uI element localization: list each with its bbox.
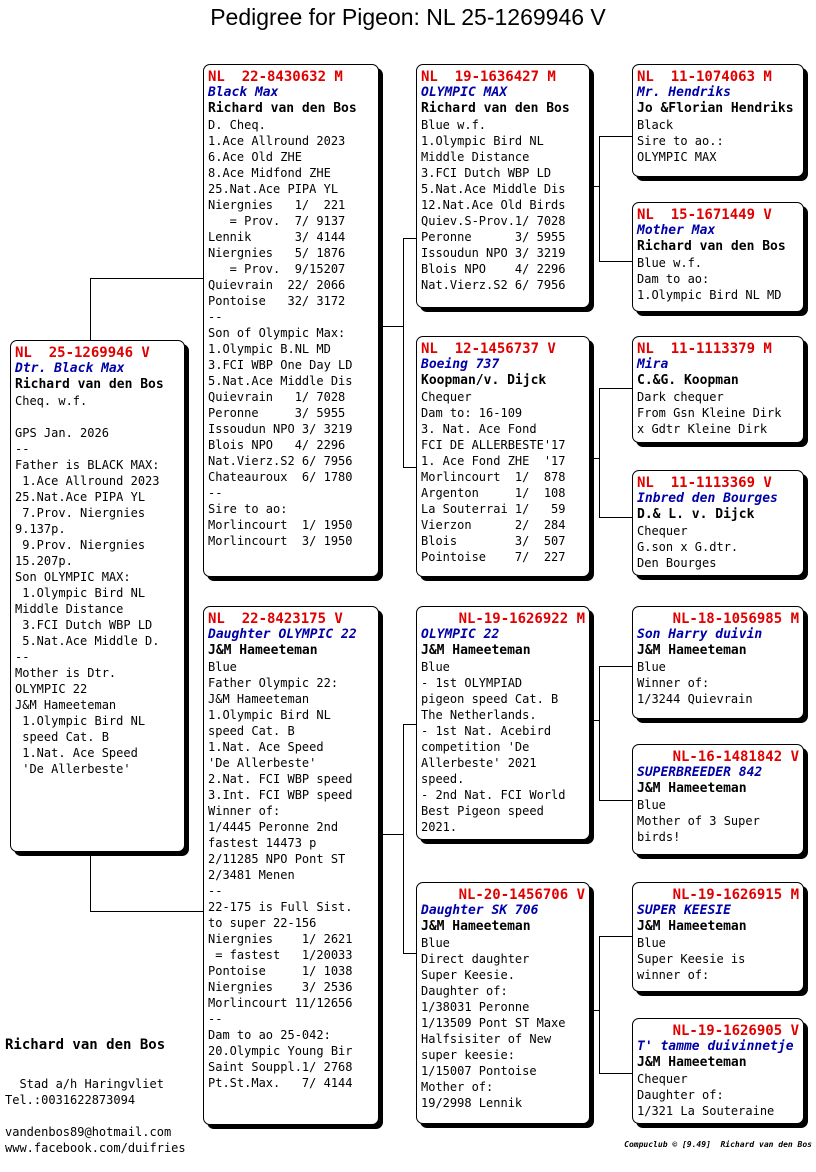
- detail-line: 'De Allerbeste': [208, 756, 317, 770]
- detail-line: Niergnies 1/ 221: [208, 198, 346, 212]
- detail-line: 15.207p.: [15, 554, 73, 568]
- detail-line: J&M Hameeteman: [208, 692, 310, 706]
- detail-line: 3.Int. FCI WBP speed: [208, 788, 353, 802]
- detail-line: Blue: [421, 660, 450, 674]
- detail-line: 1.Ace Allround 2023: [208, 134, 346, 148]
- detail-line: Blue: [637, 936, 666, 950]
- detail-line: 1/4445 Peronne 2nd: [208, 820, 339, 834]
- detail-line: - 2nd Nat. FCI World: [421, 788, 566, 802]
- owner-name: J&M Hameeteman: [637, 781, 747, 796]
- detail-line: --: [208, 310, 223, 324]
- owner-name: C.&G. Koopman: [637, 373, 739, 388]
- connector-line: [599, 936, 633, 937]
- pigeon-card-dam: [203, 606, 379, 1125]
- detail-line: Blue: [637, 798, 666, 812]
- detail-line: Morlincourt 11/12656: [208, 996, 353, 1010]
- detail-line: 19/2998 Lennik: [421, 1096, 523, 1110]
- owner-name: J&M Hameeteman: [637, 919, 747, 934]
- detail-line: Pontoise 1/ 1038: [208, 964, 353, 978]
- detail-line: competition 'De: [421, 740, 530, 754]
- detail-line: 2.Nat. FCI WBP speed: [208, 772, 353, 786]
- pigeon-card-sire: [203, 64, 379, 577]
- pigeon-details: [637, 117, 803, 165]
- connector-line: [380, 326, 404, 327]
- detail-line: Dam to ao 25-042:: [208, 1028, 331, 1042]
- connector-line: [380, 834, 404, 835]
- pigeon-details: [208, 659, 378, 1091]
- detail-line: 'De Allerbeste': [15, 762, 131, 776]
- detail-line: 2021.: [421, 820, 458, 834]
- detail-line: Dam to ao:: [637, 272, 710, 286]
- detail-line: Nat.Vierz.S2 6/ 7956: [421, 278, 566, 292]
- detail-line: Chequer: [421, 390, 472, 404]
- detail-line: x Gdtr Kleine Dirk: [637, 422, 768, 436]
- detail-line: --: [15, 650, 30, 664]
- detail-line: Lennik 3/ 4144: [208, 230, 346, 244]
- owner-name: Richard van den Bos: [208, 101, 357, 116]
- pigeon-card-sire-sire: [416, 64, 590, 308]
- detail-line: 1.Nat. Ace Speed: [208, 740, 324, 754]
- ring-number: NL 25-1269946 V: [15, 345, 150, 361]
- detail-line: Dark chequer: [637, 390, 724, 404]
- connector-line: [90, 852, 91, 912]
- detail-line: Morlincourt 1/ 1950: [208, 518, 353, 532]
- pigeon-name: Daughter SK 706: [421, 903, 539, 918]
- detail-line: Daughter of:: [421, 984, 508, 998]
- pigeon-card-sire-dam-sire: [632, 336, 804, 443]
- connector-line: [599, 666, 600, 801]
- pigeon-details: [15, 393, 184, 777]
- owner-name: J&M Hameeteman: [637, 643, 747, 658]
- detail-line: Middle Distance: [15, 602, 124, 616]
- ring-number: NL 11-1113379 M: [637, 341, 772, 357]
- detail-line: 7.Prov. Niergnies: [15, 506, 146, 520]
- detail-line: 22-175 is Full Sist.: [208, 900, 353, 914]
- ring-number: NL 19-1636427 M: [421, 69, 556, 85]
- detail-line: - 1st Nat. Acebird: [421, 724, 552, 738]
- detail-line: Son OLYMPIC MAX:: [15, 570, 131, 584]
- detail-line: fastest 14473 p: [208, 836, 317, 850]
- detail-line: Vierzon 2/ 284: [421, 518, 566, 532]
- pigeon-name: Son Harry duivin: [637, 627, 763, 642]
- detail-line: 1.Olympic Bird NL MD: [637, 288, 782, 302]
- detail-line: [15, 409, 184, 425]
- detail-line: Morlincourt 3/ 1950: [208, 534, 353, 548]
- detail-line: Super Keesie is: [637, 952, 746, 966]
- pigeon-card-sire-sire-dam: [632, 202, 804, 312]
- detail-line: Peronne 3/ 5955: [421, 230, 566, 244]
- pigeon-name: Mother Max: [637, 223, 716, 238]
- detail-line: Cheq. w.f.: [15, 394, 88, 408]
- connector-line: [599, 666, 633, 667]
- breeder-website: www.facebook.com/duifries: [5, 1141, 186, 1155]
- ring-number: NL 22-8430632 M: [208, 69, 343, 85]
- owner-name: Richard van den Bos: [15, 377, 164, 392]
- detail-line: Quiev.S-Prov.1/ 7028: [421, 214, 566, 228]
- detail-line: Blue w.f.: [637, 256, 703, 270]
- detail-line: Pt.St.Max. 7/ 4144: [208, 1076, 353, 1090]
- owner-name: Jo &Florian Hendriks: [637, 101, 794, 116]
- pigeon-card-dam-dam-sire: [632, 882, 804, 992]
- pigeon-name: T' tamme duivinnetje: [637, 1039, 794, 1054]
- detail-line: Middle Distance: [421, 150, 530, 164]
- detail-line: Blois 3/ 507: [421, 534, 566, 548]
- detail-line: --: [208, 884, 223, 898]
- detail-line: 5.Nat.Ace Middle Dis: [208, 374, 353, 388]
- pigeon-name: Daughter OLYMPIC 22: [208, 627, 357, 642]
- detail-line: From Gsn Kleine Dirk: [637, 406, 782, 420]
- pigeon-name: Inbred den Bourges: [637, 491, 778, 506]
- detail-line: 2/3481 Menen: [208, 868, 295, 882]
- ring-number: NL 22-8423175 V: [208, 611, 343, 627]
- detail-line: OLYMPIC 22: [15, 682, 88, 696]
- detail-line: Saint Souppl.1/ 2768: [208, 1060, 353, 1074]
- detail-line: GPS Jan. 2026: [15, 426, 109, 440]
- detail-line: Daughter of:: [637, 1088, 724, 1102]
- detail-line: --: [208, 1012, 223, 1026]
- breeder-name: Richard van den Bos: [5, 1037, 166, 1053]
- detail-line: La Souterrai 1/ 59: [421, 502, 566, 516]
- detail-line: = fastest 1/20033: [208, 948, 353, 962]
- detail-line: Blois NPO 4/ 2296: [421, 262, 566, 276]
- detail-line: to super 22-156: [208, 916, 317, 930]
- connector-line: [403, 467, 417, 468]
- detail-line: Blois NPO 4/ 2296: [208, 438, 346, 452]
- detail-line: Quievrain 22/ 2066: [208, 278, 346, 292]
- breeder-address: Stad a/h Haringvliet: [5, 1077, 164, 1091]
- pigeon-card-sire-dam-dam: [632, 470, 804, 576]
- pigeon-details: [208, 117, 378, 549]
- detail-line: Sire to ao:: [208, 502, 288, 516]
- detail-line: 1/38031 Peronne: [421, 1000, 530, 1014]
- detail-line: = Prov. 9/15207: [208, 262, 346, 276]
- detail-line: Best Pigeon speed: [421, 804, 544, 818]
- ring-number: NL-19-1626922 M: [458, 611, 585, 627]
- pigeon-details: [421, 659, 589, 835]
- detail-line: Super Keesie.: [421, 968, 515, 982]
- detail-line: 8.Ace Midfond ZHE: [208, 166, 331, 180]
- detail-line: Black: [637, 118, 674, 132]
- pigeon-details: [637, 935, 803, 983]
- detail-line: 1.Ace Allround 2023: [15, 474, 160, 488]
- ring-number: NL-18-1056985 M: [672, 611, 799, 627]
- pigeon-name: Black Max: [208, 85, 279, 100]
- detail-line: G.son x G.dtr.: [637, 540, 739, 554]
- pigeon-details: [421, 935, 589, 1111]
- detail-line: Sire to ao.:: [637, 134, 724, 148]
- detail-line: 1. Ace Fond ZHE '17: [421, 454, 566, 468]
- ring-number: NL-19-1626905 V: [672, 1023, 799, 1039]
- connector-line: [599, 517, 633, 518]
- detail-line: Morlincourt 1/ 878: [421, 470, 566, 484]
- detail-line: 1.Olympic Bird NL: [421, 134, 544, 148]
- connector-line: [403, 953, 417, 954]
- connector-line: [599, 261, 633, 262]
- detail-line: Niergnies 5/ 1876: [208, 246, 346, 260]
- detail-line: 2/11285 NPO Pont ST: [208, 852, 346, 866]
- connector-line: [403, 724, 404, 954]
- connector-line: [599, 388, 600, 518]
- detail-line: J&M Hameeteman: [15, 698, 117, 712]
- owner-name: J&M Hameeteman: [637, 1055, 747, 1070]
- ring-number: NL-20-1456706 V: [458, 887, 585, 903]
- detail-line: 1.Nat. Ace Speed: [15, 746, 138, 760]
- ring-number: NL 11-1074063 M: [637, 69, 772, 85]
- detail-line: 9.137p.: [15, 522, 66, 536]
- pigeon-card-dam-sire-dam: [632, 744, 804, 855]
- detail-line: Den Bourges: [637, 556, 717, 570]
- breeder-phone: Tel.:0031622873094: [5, 1093, 136, 1107]
- detail-line: Quievrain 1/ 7028: [208, 390, 346, 404]
- detail-line: Blue: [421, 936, 450, 950]
- detail-line: 1.Olympic Bird NL: [15, 586, 146, 600]
- detail-line: Peronne 3/ 5955: [208, 406, 346, 420]
- detail-line: Winner of:: [208, 804, 281, 818]
- pigeon-card-dam-sire: [416, 606, 590, 840]
- pigeon-details: [637, 255, 803, 303]
- detail-line: Father Olympic 22:: [208, 676, 339, 690]
- detail-line: winner of:: [637, 968, 710, 982]
- software-credit: Compuclub © [9.49] Richard van den Bos: [624, 1140, 812, 1149]
- connector-line: [599, 136, 600, 262]
- detail-line: OLYMPIC MAX: [637, 150, 717, 164]
- detail-line: 25.Nat.Ace PIPA YL: [15, 490, 146, 504]
- detail-line: Halfsisiter of New: [421, 1032, 552, 1046]
- detail-line: Mother is Dtr.: [15, 666, 117, 680]
- pigeon-name: Dtr. Black Max: [15, 361, 125, 376]
- owner-name: Koopman/v. Dijck: [421, 373, 547, 388]
- pigeon-details: [637, 389, 803, 437]
- owner-name: J&M Hameeteman: [421, 919, 531, 934]
- detail-line: D. Cheq.: [208, 118, 266, 132]
- pigeon-details: [421, 117, 589, 293]
- pigeon-card-dam-dam-dam: [632, 1018, 804, 1124]
- detail-line: 25.Nat.Ace PIPA YL: [208, 182, 339, 196]
- owner-name: Richard van den Bos: [637, 239, 786, 254]
- detail-line: Chateauroux 6/ 1780: [208, 470, 353, 484]
- detail-line: Issoudun NPO 3/ 3219: [421, 246, 566, 260]
- detail-line: Argenton 1/ 108: [421, 486, 566, 500]
- connector-line: [403, 238, 417, 239]
- connector-line: [599, 936, 600, 1074]
- detail-line: Blue w.f.: [421, 118, 487, 132]
- detail-line: speed Cat. B: [15, 730, 109, 744]
- detail-line: Mother of:: [421, 1080, 494, 1094]
- connector-line: [599, 800, 633, 801]
- pigeon-details: [421, 389, 589, 565]
- detail-line: Issoudun NPO 3/ 3219: [208, 422, 353, 436]
- detail-line: Blue: [637, 660, 666, 674]
- detail-line: Niergnies 3/ 2536: [208, 980, 353, 994]
- detail-line: 3.FCI WBP One Day LD: [208, 358, 353, 372]
- owner-name: J&M Hameeteman: [421, 643, 531, 658]
- detail-line: 1.Olympic Bird NL: [208, 708, 331, 722]
- connector-line: [90, 278, 91, 342]
- detail-line: Mother of 3 Super: [637, 814, 760, 828]
- ring-number: NL-19-1626915 M: [672, 887, 799, 903]
- detail-line: Pointoise 7/ 227: [421, 550, 566, 564]
- connector-line: [599, 1073, 633, 1074]
- owner-name: D.& L. v. Dijck: [637, 507, 755, 522]
- detail-line: Allerbeste' 2021: [421, 756, 537, 770]
- detail-line: 1/321 La Souteraine: [637, 1104, 775, 1118]
- connector-line: [90, 911, 204, 912]
- detail-line: Chequer: [637, 524, 688, 538]
- pigeon-details: [637, 659, 803, 707]
- detail-line: Son of Olympic Max:: [208, 326, 346, 340]
- detail-line: Dam to: 16-109: [421, 406, 523, 420]
- detail-line: Winner of:: [637, 676, 710, 690]
- detail-line: 3.FCI Dutch WBP LD: [15, 618, 153, 632]
- detail-line: The Netherlands.: [421, 708, 537, 722]
- detail-line: 1/3244 Quievrain: [637, 692, 753, 706]
- detail-line: 6.Ace Old ZHE: [208, 150, 302, 164]
- detail-line: birds!: [637, 830, 681, 844]
- connector-line: [599, 388, 633, 389]
- ring-number: NL 11-1113369 V: [637, 475, 772, 491]
- detail-line: FCI DE ALLERBESTE'17: [421, 438, 566, 452]
- detail-line: Niergnies 1/ 2621: [208, 932, 353, 946]
- detail-line: 9.Prov. Niergnies: [15, 538, 146, 552]
- detail-line: 1.Olympic B.NL MD: [208, 342, 331, 356]
- pigeon-name: Boeing 737: [421, 357, 500, 372]
- pigeon-card-subject: [10, 340, 185, 852]
- detail-line: Pontoise 32/ 3172: [208, 294, 346, 308]
- connector-line: [403, 724, 417, 725]
- detail-line: --: [208, 486, 223, 500]
- pigeon-name: OLYMPIC 22: [421, 627, 500, 642]
- pigeon-details: [637, 1071, 803, 1119]
- pigeon-name: SUPER KEESIE: [637, 903, 731, 918]
- pigeon-name: Mr. Hendriks: [637, 85, 731, 100]
- connector-line: [90, 278, 204, 279]
- pigeon-name: SUPERBREEDER 842: [637, 765, 763, 780]
- pigeon-card-dam-dam: [416, 882, 590, 1124]
- detail-line: Nat.Vierz.S2 6/ 7956: [208, 454, 353, 468]
- detail-line: 1/15007 Pontoise: [421, 1064, 537, 1078]
- detail-line: Blue: [208, 660, 237, 674]
- detail-line: Father is BLACK MAX:: [15, 458, 160, 472]
- owner-name: Richard van den Bos: [421, 101, 570, 116]
- connector-line: [403, 238, 404, 468]
- detail-line: super keesie:: [421, 1048, 515, 1062]
- pigeon-card-sire-dam: [416, 336, 590, 577]
- breeder-email: vandenbos89@hotmail.com: [5, 1125, 172, 1139]
- detail-line: 5.Nat.Ace Middle D.: [15, 634, 160, 648]
- detail-line: 3. Nat. Ace Fond: [421, 422, 537, 436]
- detail-line: speed.: [421, 772, 465, 786]
- page-title: Pedigree for Pigeon: NL 25-1269946 V: [210, 4, 606, 30]
- pigeon-details: [637, 797, 803, 845]
- ring-number: NL 15-1671449 V: [637, 207, 772, 223]
- pigeon-name: OLYMPIC MAX: [421, 85, 508, 100]
- detail-line: - 1st OLYMPIAD: [421, 676, 523, 690]
- ring-number: NL-16-1481842 V: [672, 749, 799, 765]
- detail-line: 20.Olympic Young Bir: [208, 1044, 353, 1058]
- detail-line: 12.Nat.Ace Old Birds: [421, 198, 566, 212]
- detail-line: 1/13509 Pont ST Maxe: [421, 1016, 566, 1030]
- detail-line: speed Cat. B: [208, 724, 295, 738]
- detail-line: Chequer: [637, 1072, 688, 1086]
- detail-line: --: [15, 442, 30, 456]
- owner-name: J&M Hameeteman: [208, 643, 318, 658]
- pigeon-name: Mira: [637, 357, 669, 372]
- detail-line: = Prov. 7/ 9137: [208, 214, 346, 228]
- pigeon-details: [637, 523, 803, 571]
- pigeon-card-sire-sire-sire: [632, 64, 804, 177]
- detail-line: pigeon speed Cat. B: [421, 692, 559, 706]
- detail-line: 3.FCI Dutch WBP LD: [421, 166, 552, 180]
- detail-line: 5.Nat.Ace Middle Dis: [421, 182, 566, 196]
- pigeon-card-dam-sire-sire: [632, 606, 804, 719]
- detail-line: Direct daughter: [421, 952, 530, 966]
- ring-number: NL 12-1456737 V: [421, 341, 556, 357]
- connector-line: [599, 136, 633, 137]
- detail-line: 1.Olympic Bird NL: [15, 714, 146, 728]
